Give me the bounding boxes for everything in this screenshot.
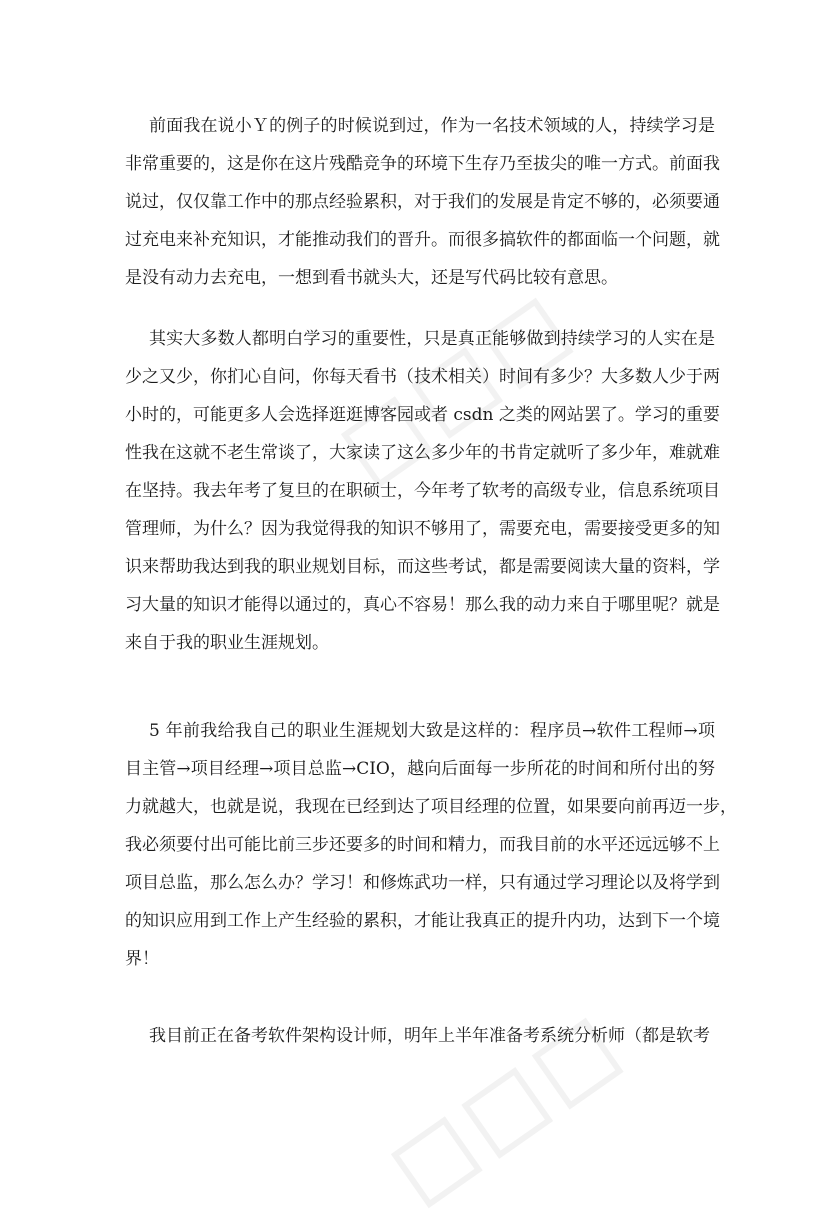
paragraph-1 (125, 107, 720, 297)
text-line: 在坚持。我去年考了复旦的在职硕士，今年考了软考的高级专业，信息系统项目 (125, 481, 720, 501)
paragraph-2 (125, 320, 720, 662)
text-line: 项目总监，那么怎么办？学习！和修炼武功一样，只有通过学习理论以及将学到 (125, 873, 720, 893)
text-line: 力就越大，也就是说，我现在已经到达了项目经理的位置，如果要向前再迈一步， (125, 797, 737, 817)
text-line: 性我在这就不老生常谈了，大家读了这么多少年的书肯定就听了多少年，难就难 (125, 443, 720, 463)
text-line: 5 年前我给我自己的职业生涯规划大致是这样的：程序员→软件工程师→项 (149, 721, 715, 741)
text-line: 其实大多数人都明白学习的重要性，只是真正能够做到持续学习的人实在是 (149, 329, 715, 349)
text-line: 识来帮助我达到我的职业规划目标，而这些考试，都是需要阅读大量的资料，学 (125, 557, 720, 577)
text-line: 习大量的知识才能得以通过的，真心不容易！那么我的动力来自于哪里呢？就是 (125, 595, 720, 615)
text-line: 我必须要付出可能比前三步还要多的时间和精力，而我目前的水平还远远够不上 (125, 835, 720, 855)
text-line: 目主管→项目经理→项目总监→CIO，越向后面每一步所花的时间和所付出的努 (125, 759, 715, 779)
text-line: 是没有动力去充电，一想到看书就头大，还是写代码比较有意思。 (125, 268, 618, 288)
watermark-logo-2 (386, 965, 694, 1214)
text-line: 我目前正在备考软件架构设计师，明年上半年准备考系统分析师（都是软考 (149, 1026, 710, 1046)
text-line: 来自于我的职业生涯规划。 (125, 633, 329, 653)
text-line: 管理师，为什么？因为我觉得我的知识不够用了，需要充电，需要接受更多的知 (125, 519, 720, 539)
paragraph-3 (125, 712, 737, 978)
text-line: 说过，仅仅靠工作中的那点经验累积，对于我们的发展是肯定不够的，必须要通 (125, 192, 720, 212)
text-line: 过充电来补充知识，才能推动我们的晋升。而很多搞软件的都面临一个问题，就 (125, 230, 720, 250)
text-line: 少之又少，你扪心自问，你每天看书（技术相关）时间有多少？大多数人少于两 (125, 367, 720, 387)
text-line: 小时的，可能更多人会选择逛逛博客园或者 csdn 之类的网站罢了。学习的重要 (125, 405, 720, 425)
paragraph-4 (125, 1017, 715, 1055)
text-line: 界！ (125, 949, 159, 969)
text-line: 的知识应用到工作上产生经验的累积，才能让我真正的提升内功，达到下一个境 (125, 911, 720, 931)
text-line: 非常重要的，这是你在这片残酷竞争的环境下生存乃至拔尖的唯一方式。前面我 (125, 154, 720, 174)
text-line: 前面我在说小Ｙ的例子的时候说到过，作为一名技术领域的人，持续学习是 (149, 116, 715, 136)
